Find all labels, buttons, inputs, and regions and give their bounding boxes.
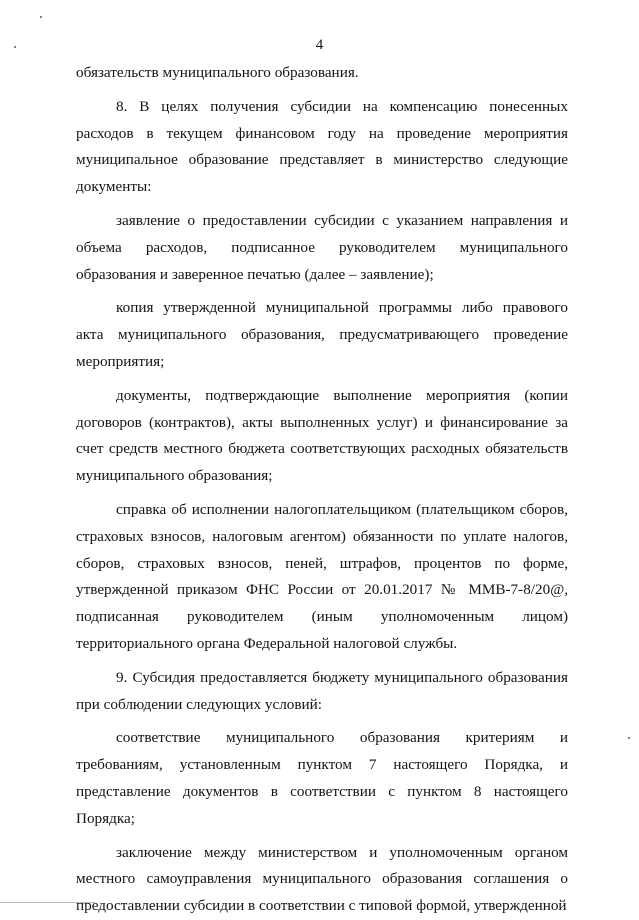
paragraph: заявление о предоставлении субсидии с указанием направления и объема расходов, подписанное руководителем муниципального образования и заверенное печатью (далее – заявление); bbox=[76, 211, 568, 283]
paragraph: копия утвержденной муниципальной программы либо правового акта муниципального образования, предусматривающего проведение мероприятия; bbox=[76, 299, 568, 370]
paragraph: 8. В целях получения субсидии на компенсацию понесенных расходов в текущем финансовом году на проведение мероприятия муниципальное образование представляет в министерство следующие документы: bbox=[76, 97, 568, 196]
page-number: 4 bbox=[315, 37, 324, 53]
paragraph: обязательств муниципального образования. bbox=[76, 64, 359, 81]
paragraph: соответствие муниципального образования критериям и требованиям, установленным пунктом 7 настоящего Порядка, и представление документов в соответствии с пунктом 8 настоящего Порядка; bbox=[76, 729, 568, 827]
paragraph: справка об исполнении налогоплательщиком (плательщиком сборов, страховых взносов, налоговым агентом) обязанности по уплате налогов, сборов, страховых взносов, пеней, штрафов, процентов по форме, утвержденной приказом ФНС России от 20.01.2017 № ММВ-7-8/20@, подписанная руководителем (иным уполномоченным лицом) территориального органа Федеральной налоговой службы. bbox=[76, 500, 568, 652]
scan-speck bbox=[40, 16, 42, 18]
paragraph: документы, подтверждающие выполнение мероприятия (копии договоров (контрактов), акты выполненных услуг) и финансирование за счет средств местного бюджета соответствующих расходных обязательств муниципального образования; bbox=[76, 386, 568, 485]
paragraph: заключение между министерством и уполномоченным органом местного самоуправления муниципального образования соглашения о предоставлении субсидии в соответствии с типовой формой, утвержденной bbox=[76, 843, 568, 915]
document-body bbox=[76, 60, 568, 920]
paragraph: 9. Субсидия предоставляется бюджету муниципального образования при соблюдении следующих условий: bbox=[76, 668, 568, 713]
scan-speck bbox=[628, 737, 630, 739]
